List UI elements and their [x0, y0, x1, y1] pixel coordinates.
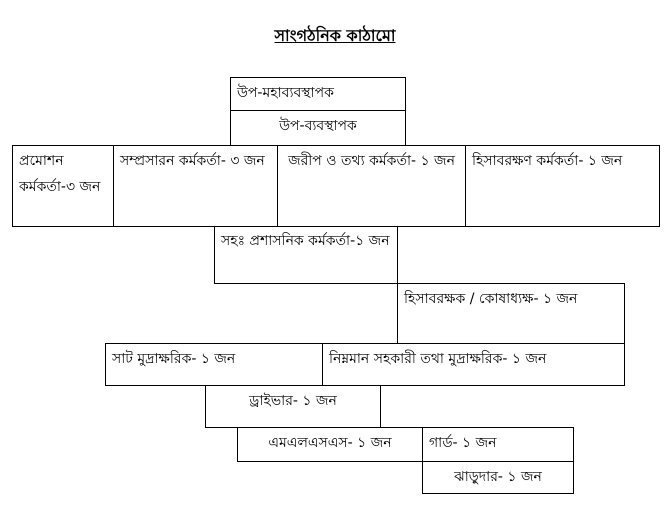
- box-label: সম্প্রসারন কর্মকর্তা- ৩ জন: [120, 153, 265, 169]
- box-mlss: [237, 427, 423, 462]
- box-lda-typist: [322, 343, 625, 386]
- box-label: সাট মুদ্রাক্ষরিক- ১ জন: [112, 351, 236, 367]
- box-accounts-officer: [465, 145, 660, 227]
- box-driver: [205, 385, 381, 428]
- box-label: ড্রাইভার- ১ জন: [249, 393, 337, 409]
- box-label: নিম্নমান সহকারী তথা মুদ্রাক্ষরিক- ১ জন: [329, 351, 547, 367]
- box-label: হিসাবরক্ষক / কোষাধ্যক্ষ- ১ জন: [404, 291, 578, 307]
- box-label: জরীপ ও তথ্য কর্মকর্তা- ১ জন: [288, 153, 455, 169]
- box-label: ঝাড়ুদার- ১ জন: [454, 469, 542, 485]
- box-survey-information-officer: [277, 145, 466, 227]
- chart-title: সাংগঠনিক কাঠামো: [274, 26, 396, 45]
- box-label: উপ-মহাব্যবস্থাপক: [237, 85, 334, 101]
- box-label: হিসাবরক্ষণ কর্মকর্তা- ১ জন: [472, 153, 623, 169]
- box-deputy-manager: [230, 110, 406, 146]
- box-label: উপ-ব্যবস্থাপক: [279, 118, 357, 134]
- box-sweeper: [422, 461, 574, 494]
- box-deputy-general-manager: [230, 77, 406, 111]
- box-promotion-officer: [12, 145, 114, 227]
- box-label: সহঃ প্রশাসনিক কর্মকর্তা-১ জন: [221, 233, 390, 249]
- box-label: প্রমোশন কর্মকর্তা-৩ জন: [19, 153, 101, 195]
- box-assistant-admin-officer: [214, 226, 398, 284]
- box-guard: [422, 427, 574, 462]
- box-accountant-cashier: [397, 283, 625, 344]
- box-extension-officer: [113, 145, 278, 227]
- box-label: এমএলএসএস- ১ জন: [268, 435, 392, 451]
- box-steno-typist: [105, 343, 323, 386]
- box-label: গার্ড- ১ জন: [429, 435, 497, 451]
